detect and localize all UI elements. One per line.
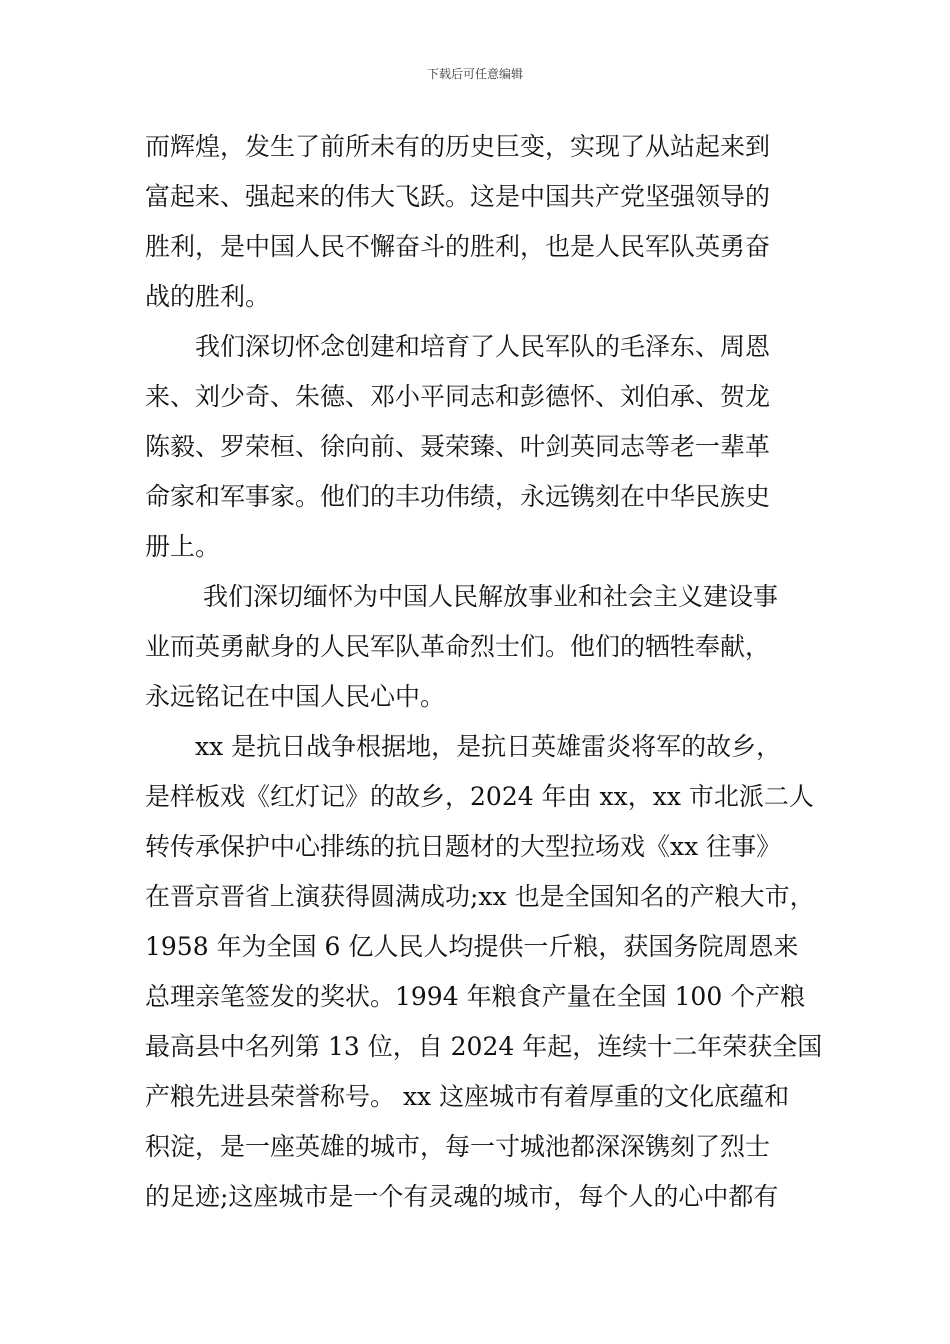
text-line: 我们深切缅怀为中国人民解放事业和社会主义建设事 <box>203 582 779 611</box>
text-line: 是样板戏《红灯记》的故乡，2024 年由 xx，xx 市北派二人 <box>145 782 814 811</box>
text-line: xx 是抗日战争根据地，是抗日英雄雷炎将军的故乡， <box>195 732 782 761</box>
text-line: 永远铭记在中国人民心中。 <box>145 682 446 711</box>
text-line: 我们深切怀念创建和培育了人民军队的毛泽东、周恩 <box>195 332 771 361</box>
document-body <box>145 122 823 1222</box>
text-line: 胜利，是中国人民不懈奋斗的胜利，也是人民军队英勇奋 <box>145 232 771 261</box>
text-line: 的足迹;这座城市是一个有灵魂的城市，每个人的心中都有 <box>145 1182 779 1211</box>
text-line: 转传承保护中心排练的抗日题材的大型拉场戏《xx 往事》 <box>145 832 782 861</box>
text-line: 战的胜利。 <box>145 282 271 311</box>
text-line: 积淀，是一座英雄的城市，每一寸城池都深深镌刻了烈士 <box>145 1132 771 1161</box>
text-line: 陈毅、罗荣桓、徐向前、聂荣臻、叶剑英同志等老一辈革 <box>145 432 771 461</box>
text-line: 在晋京晋省上演获得圆满成功;xx 也是全国知名的产粮大市， <box>145 882 815 911</box>
text-line: 最高县中名列第 13 位，自 2024 年起，连续十二年荣获全国 <box>145 1032 823 1061</box>
text-line: 1958 年为全国 6 亿人民人均提供一斤粮，获国务院周恩来 <box>145 932 799 961</box>
text-line: 命家和军事家。他们的丰功伟绩，永远镌刻在中华民族史 <box>145 482 771 511</box>
text-line: 富起来、强起来的伟大飞跃。这是中国共产党坚强领导的 <box>145 182 771 211</box>
text-line: 来、刘少奇、朱德、邓小平同志和彭德怀、刘伯承、贺龙 <box>145 382 771 411</box>
paragraph-3 <box>145 572 810 722</box>
paragraph-2 <box>145 322 810 572</box>
text-line: 产粮先进县荣誉称号。 xx 这座城市有着厚重的文化底蕴和 <box>145 1082 790 1111</box>
page-header: 下载后可任意编辑 <box>426 67 523 81</box>
paragraph-1 <box>145 122 810 322</box>
paragraph-4 <box>145 722 823 1222</box>
text-line: 总理亲笔签发的奖状。1994 年粮食产量在全国 100 个产粮 <box>145 982 806 1011</box>
text-line: 业而英勇献身的人民军队革命烈士们。他们的牺牲奉献， <box>145 632 771 661</box>
text-line: 而辉煌，发生了前所未有的历史巨变，实现了从站起来到 <box>145 132 771 161</box>
text-line: 册上。 <box>145 532 221 561</box>
